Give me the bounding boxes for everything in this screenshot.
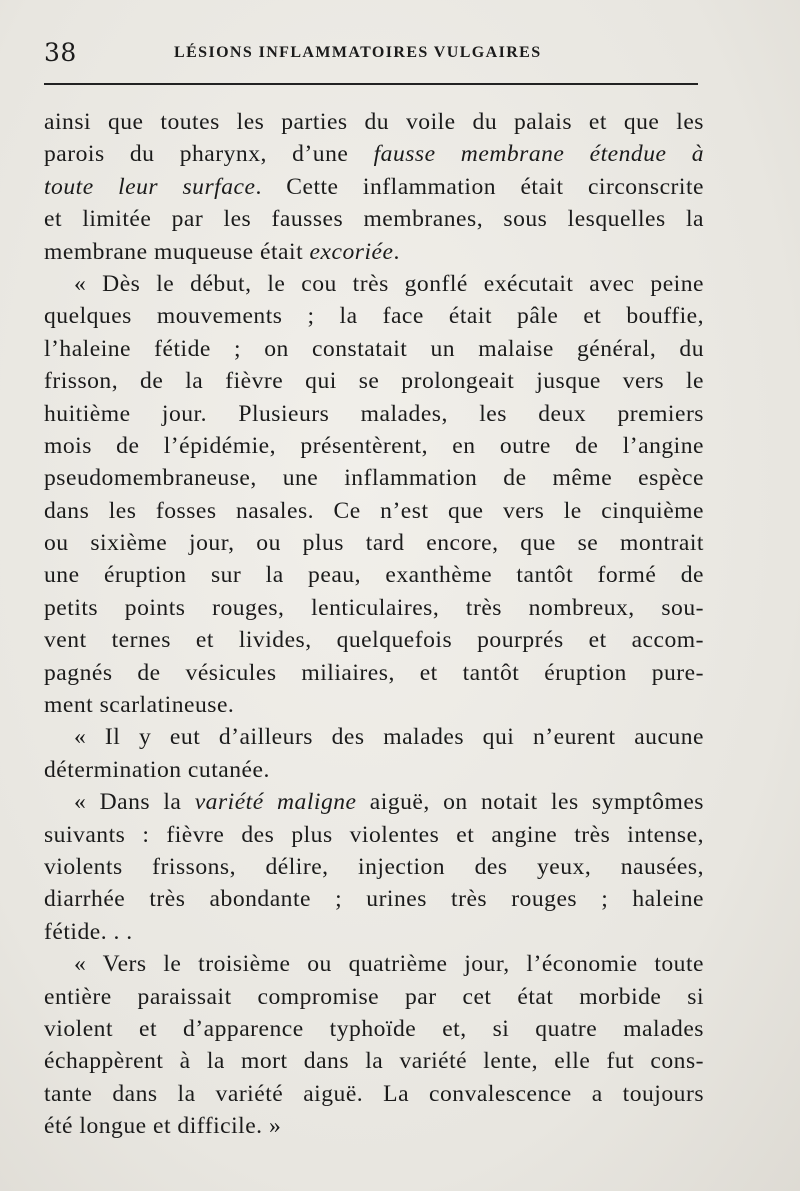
text-line <box>44 171 704 203</box>
text-run: . <box>393 238 400 265</box>
text-line <box>44 851 704 883</box>
text-line <box>44 268 704 300</box>
text-line <box>44 462 704 494</box>
text-run: et limitée par les fausses membranes, sous lesquelles la <box>44 206 704 233</box>
text-run: mois de l’épidémie, présentèrent, en outre de l’angine <box>44 432 704 459</box>
running-title: LÉSIONS INFLAMMATOIRES VULGAIRES <box>174 44 542 61</box>
text-line <box>44 786 704 818</box>
text-run: huitième jour. Plusieurs malades, les deux premiers <box>44 400 704 427</box>
text-run: été longue et difficile. » <box>44 1113 282 1140</box>
text-line <box>44 624 704 656</box>
text-run: membrane muqueuse était <box>44 238 310 265</box>
text-line <box>44 527 704 559</box>
header-rule <box>44 83 698 85</box>
text-run: « Dans la <box>74 789 195 816</box>
italic-text: fausse membrane étendue à <box>373 141 705 168</box>
text-run: fétide. . . <box>44 918 133 945</box>
text-line <box>44 333 704 365</box>
text-run: ainsi que toutes les parties du voile du palais et que les <box>44 109 704 135</box>
text-run: aiguë, on notait les symptômes <box>356 789 704 816</box>
text-line <box>44 1045 704 1077</box>
text-run: pseudomembraneuse, une inflammation de même espèce <box>44 465 704 492</box>
text-run: « Vers le troisième ou quatrième jour, l’économie toute <box>74 951 704 978</box>
text-line <box>44 819 704 851</box>
text-line <box>44 981 704 1013</box>
italic-text: variété maligne <box>194 789 357 816</box>
text-line <box>44 1013 704 1045</box>
text-line <box>44 430 704 462</box>
text-line <box>44 592 704 624</box>
text-run: une éruption sur la peau, exanthème tantôt formé de <box>44 562 704 589</box>
text-run: détermination cutanée. <box>44 756 270 783</box>
text-line <box>44 916 704 948</box>
text-run: frisson, de la fièvre qui se prolongeait jusque vers le <box>44 368 704 395</box>
text-line <box>44 1078 704 1110</box>
italic-text: excoriée <box>309 238 394 265</box>
text-run: entière paraissait compromise par cet état morbide si <box>44 983 704 1010</box>
text-run: quelques mouvements ; la face était pâle et bouffie, <box>44 303 704 330</box>
text-run: l’haleine fétide ; on constatait un malaise général, du <box>44 335 704 362</box>
text-run: échappèrent à la mort dans la variété lente, elle fut cons- <box>44 1048 704 1075</box>
text-line <box>44 300 704 332</box>
text-line <box>44 559 704 591</box>
text-run: dans les fosses nasales. Ce n’est que vers le cinquième <box>44 497 704 524</box>
text-run: « Il y eut d’ailleurs des malades qui n’eurent aucune <box>74 724 704 751</box>
text-run: tante dans la variété aiguë. La convalescence a toujours <box>44 1080 704 1107</box>
text-run: diarrhée très abondante ; urines très rouges ; haleine <box>44 886 704 913</box>
text-line <box>44 203 704 235</box>
text-line <box>44 689 704 721</box>
text-line <box>44 106 704 138</box>
text-run: violents frissons, délire, injection des yeux, nausées, <box>44 853 704 880</box>
text-line <box>44 721 704 753</box>
text-line <box>44 365 704 397</box>
text-line <box>44 138 704 170</box>
text-run: violent et d’apparence typhoïde et, si quatre malades <box>44 1015 704 1042</box>
text-run: parois du pharynx, d’une <box>44 141 374 168</box>
text-line <box>44 1110 704 1142</box>
text-line <box>44 948 704 980</box>
text-run: ou sixième jour, ou plus tard encore, que se montrait <box>44 530 704 557</box>
text-run: « Dès le début, le cou très gonflé exécutait avec peine <box>74 270 704 297</box>
italic-text: toute leur surface <box>44 173 256 200</box>
text-run: . Cette inflammation était circonscrite <box>255 173 704 200</box>
body-text <box>44 106 704 1143</box>
text-run: vent ternes et livides, quelquefois pourprés et accom- <box>44 627 704 654</box>
text-line <box>44 495 704 527</box>
page-number: 38 <box>44 38 77 67</box>
page-header <box>44 36 704 76</box>
text-line <box>44 657 704 689</box>
text-line <box>44 236 704 268</box>
text-run: pagnés de vésicules miliaires, et tantôt éruption pure- <box>44 659 704 686</box>
text-run: ment scarlatineuse. <box>44 692 235 719</box>
text-line <box>44 398 704 430</box>
text-line <box>44 754 704 786</box>
text-run: suivants : fièvre des plus violentes et angine très intense, <box>44 821 704 848</box>
text-run: petits points rouges, lenticulaires, très nombreux, sou- <box>44 594 704 621</box>
text-line <box>44 883 704 915</box>
